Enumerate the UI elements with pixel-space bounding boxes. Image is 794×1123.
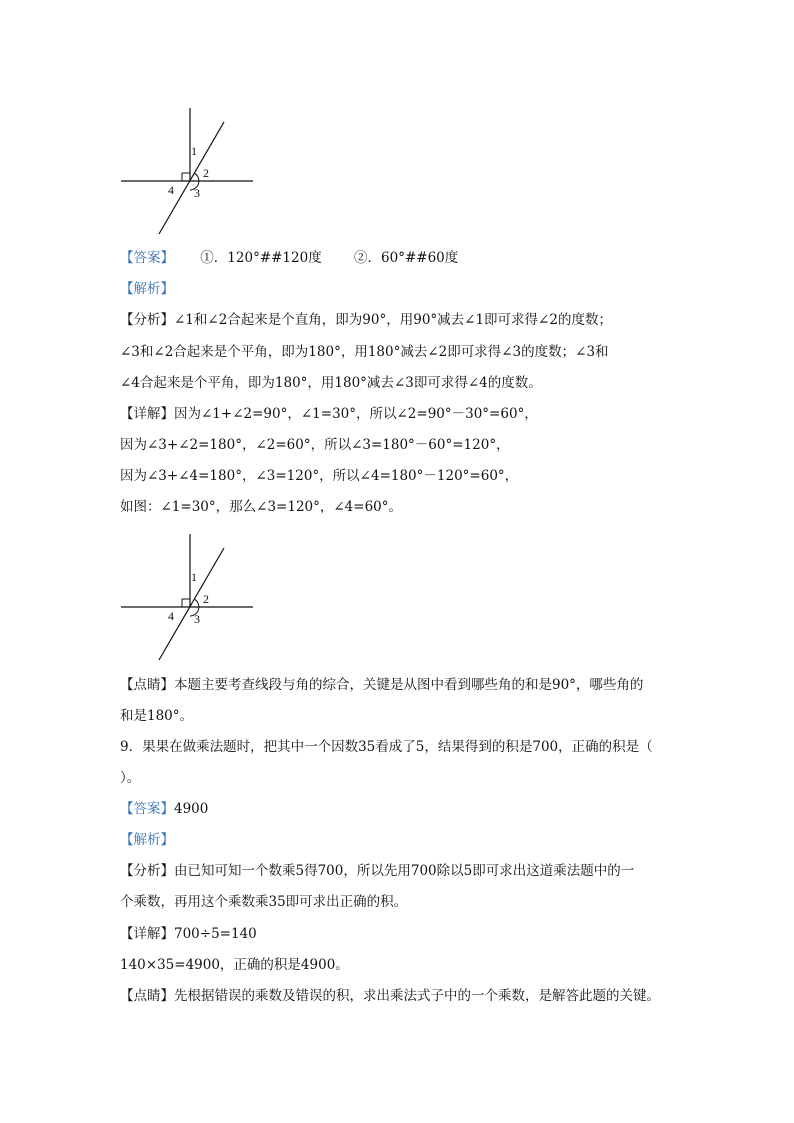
q9-dianjing-line-1 bbox=[120, 987, 660, 1005]
q8-analysis-tag: 【解析】 bbox=[120, 281, 174, 297]
angle-label-2: 2 bbox=[203, 592, 209, 606]
angle-label-2: 2 bbox=[203, 166, 209, 180]
fenxi-tag: 【分析】 bbox=[120, 863, 174, 879]
q9-fenxi-line-1 bbox=[120, 862, 634, 880]
answer-1: ①．120°##120度 bbox=[200, 250, 322, 266]
answer-value: 4900 bbox=[174, 801, 209, 817]
fenxi-tag: 【分析】 bbox=[120, 312, 174, 328]
answer-tag: 【答案】 bbox=[120, 801, 174, 817]
xiangjie-tag: 【详解】 bbox=[120, 926, 174, 942]
dianjing-text-1: 本题主要考查线段与角的综合，关键是从图中看到哪些角的和是90°，哪些角的 bbox=[174, 677, 644, 693]
answer-2: ②．60°##60度 bbox=[354, 250, 459, 266]
angle-figure-bottom bbox=[115, 526, 260, 666]
q8-fenxi-line-3: ∠4合起来是个平角，即为180°，用180°减去∠3即可求得∠4的度数。 bbox=[120, 375, 542, 391]
q9-question-line-1: 9．果果在做乘法题时，把其中一个因数35看成了5，结果得到的积是700，正确的积是（ bbox=[120, 739, 653, 755]
q8-fenxi-line-1 bbox=[120, 311, 612, 329]
xiangjie-text-1: 700÷5=140 bbox=[174, 926, 257, 942]
fenxi-text-1: 由已知可知一个数乘5得700，所以先用700除以5即可求出这道乘法题中的一 bbox=[174, 863, 635, 879]
q9-xiangjie-line-2: 140×35=4900，正确的积是4900。 bbox=[120, 957, 349, 973]
xiangjie-text-1: 因为∠1+∠2=90°，∠1=30°，所以∠2=90°－30°=60°， bbox=[174, 406, 538, 422]
xiangjie-tag: 【详解】 bbox=[120, 406, 174, 422]
q8-xiangjie-line-3: 因为∠3+∠4=180°，∠3=120°，所以∠4=180°－120°=60°， bbox=[120, 468, 519, 484]
dianjing-tag: 【点睛】 bbox=[120, 988, 174, 1004]
dianjing-text-1: 先根据错误的乘数及错误的积，求出乘法式子中的一个乘数，是解答此题的关键。 bbox=[174, 988, 660, 1004]
q8-dianjing-line-1 bbox=[120, 676, 643, 694]
q9-answer-line bbox=[120, 800, 208, 818]
angle-label-3: 3 bbox=[194, 186, 200, 200]
right-angle-mark bbox=[182, 173, 190, 181]
angle-label-1: 1 bbox=[191, 144, 197, 158]
angle-label-4: 4 bbox=[168, 609, 174, 623]
angle-figure-top bbox=[115, 100, 260, 240]
slanted-line bbox=[159, 548, 224, 660]
q8-answer-line bbox=[120, 249, 458, 267]
q9-xiangjie-line-1 bbox=[120, 925, 257, 943]
q8-xiangjie-line-2: 因为∠3+∠2=180°，∠2=60°，所以∠3=180°－60°=120°， bbox=[120, 437, 510, 453]
answer-tag: 【答案】 bbox=[120, 250, 174, 266]
angle-label-4: 4 bbox=[168, 183, 174, 197]
q8-xiangjie-line-1 bbox=[120, 405, 538, 423]
right-angle-mark bbox=[182, 599, 190, 607]
angle-label-3: 3 bbox=[194, 612, 200, 626]
dianjing-tag: 【点睛】 bbox=[120, 677, 174, 693]
q8-xiangjie-line-4: 如图：∠1=30°，那么∠3=120°，∠4=60°。 bbox=[120, 499, 403, 515]
q9-analysis-tag: 【解析】 bbox=[120, 832, 174, 848]
q9-fenxi-line-2: 个乘数，再用这个乘数乘35即可求出正确的积。 bbox=[120, 894, 408, 910]
angle-label-1: 1 bbox=[191, 570, 197, 584]
q8-fenxi-line-2: ∠3和∠2合起来是个平角，即为180°，用180°减去∠2即可求得∠3的度数；∠3和 bbox=[120, 344, 609, 360]
q9-question-line-2: ）。 bbox=[120, 770, 141, 786]
fenxi-text-1: ∠1和∠2合起来是个直角，即为90°，用90°减去∠1即可求得∠2的度数； bbox=[174, 312, 612, 328]
q8-dianjing-line-2: 和是180°。 bbox=[120, 708, 194, 724]
slanted-line bbox=[159, 122, 224, 234]
